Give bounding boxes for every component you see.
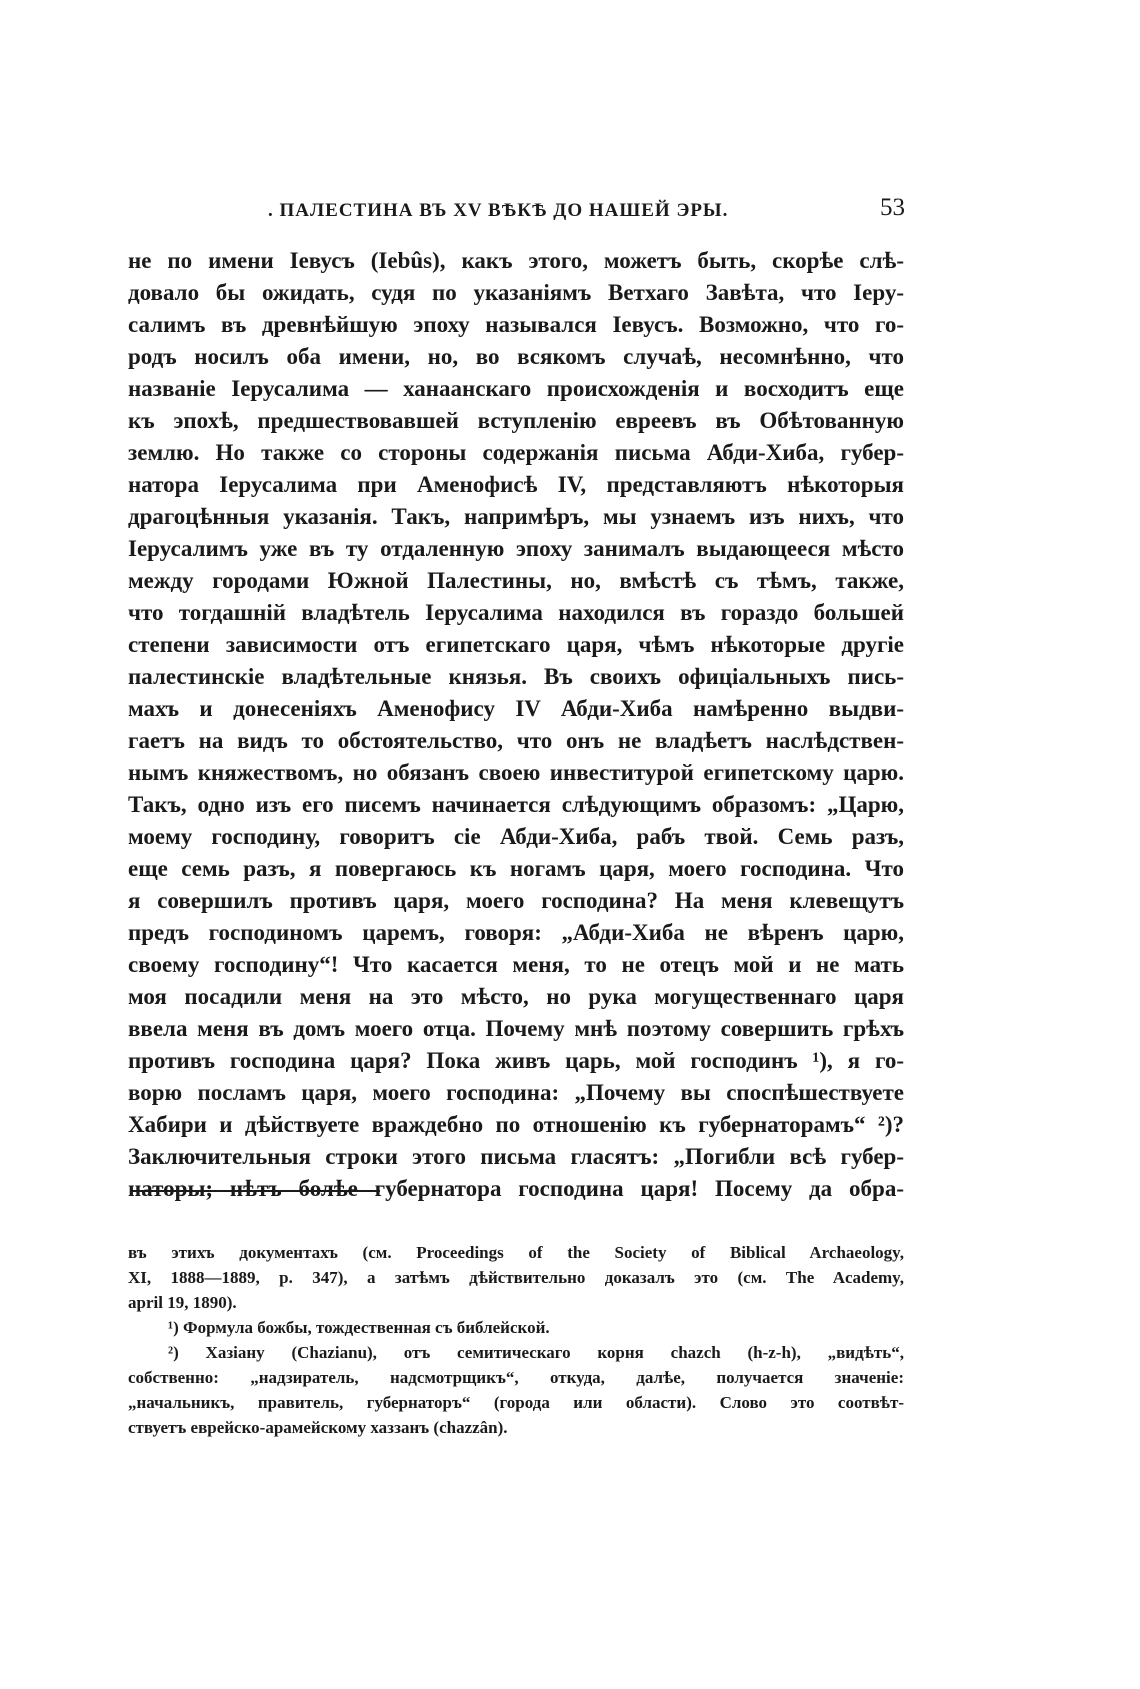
text-line: Іерусалимъ уже въ ту отдаленную эпоху занималъ выдающееся мѣсто: [128, 536, 904, 561]
footnote-2: ²) Хазіану (Chazianu), отъ семитическаго корня chazch (h-z-h), „видѣть“,: [168, 1343, 904, 1362]
text-line: Такъ, одно изъ его писемъ начинается слѣдующимъ образомъ: „Царю,: [128, 792, 904, 817]
text-line: Заключительныя строки этого письма гласятъ: „Погибли всѣ губер-: [128, 1144, 904, 1169]
text-line: натора Іерусалима при Аменофисѣ IV, представляютъ нѣкоторыя: [128, 472, 904, 497]
text-line: между городами Южной Палестины, но, вмѣстѣ съ тѣмъ, также,: [128, 568, 904, 593]
text-line: что тогдашній владѣтель Іерусалима находился въ гораздо большей: [128, 600, 904, 625]
text-line: ввела меня въ домъ моего отца. Почему мнѣ поэтому совершить грѣхъ: [128, 1016, 904, 1041]
text-line: палестинскіе владѣтельные князья. Въ своихъ офиціальныхъ пись-: [128, 664, 904, 689]
text-line: родъ носилъ оба имени, но, во всякомъ случаѣ, несомнѣнно, что: [128, 344, 904, 369]
main-text: [128, 245, 904, 1205]
text-line: не по имени Іевусъ (Iebûs), какъ этого, можетъ быть, скорѣе слѣ-: [128, 248, 904, 273]
text-line: гаетъ на видъ то обстоятельство, что онъ не владѣетъ наслѣдствен-: [128, 728, 904, 753]
text-line: еще семь разъ, я повергаюсь къ ногамъ царя, моего господина. Что: [128, 856, 904, 881]
text-line: землю. Но также со стороны содержанія письма Абди-Хиба, губер-: [128, 440, 904, 465]
text-line: названіе Іерусалима — ханаанскаго происхожденія и восходитъ еще: [128, 376, 904, 401]
text-line: салимъ въ древнѣйшую эпоху назывался Іевусъ. Возможно, что го-: [128, 312, 904, 337]
footnote-separator: [130, 1190, 380, 1192]
running-title: . ПАЛЕСТИНА ВЪ XV ВѢКѢ ДО НАШЕЙ ЭРЫ.: [268, 200, 729, 221]
text-line: степени зависимости отъ египетскаго царя, чѣмъ нѣкоторые другіе: [128, 632, 904, 657]
text-line: Хабири и дѣйствуете враждебно по отношенію къ губернаторамъ“ ²)?: [128, 1112, 904, 1137]
text-line: довало бы ожидать, судя по указаніямъ Ветхаго Завѣта, что Іеру-: [128, 280, 904, 305]
footnote-line: XI, 1888—1889, p. 347), а затѣмъ дѣйствительно доказалъ это (см. The Academy,: [128, 1268, 904, 1287]
text-line: наторы; нѣтъ болѣе губернатора господина царя! Посему да обра-: [128, 1176, 904, 1201]
footnote-line: ствуетъ еврейско-арамейскому хаззанъ (chazzân).: [128, 1418, 508, 1437]
footnote-1: ¹) Формула божбы, тождественная съ библейской.: [168, 1318, 550, 1337]
footnote-line: „начальникъ, правитель, губернаторъ“ (города или области). Слово это соотвѣт-: [128, 1393, 904, 1412]
footnote-line: собственно: „надзиратель, надсмотрщикъ“, откуда, далѣе, получается значеніе:: [128, 1368, 904, 1387]
footnote-line: april 19, 1890).: [128, 1293, 237, 1312]
text-line: нымъ княжествомъ, но обязанъ своею инвеститурой египетскому царю.: [128, 760, 904, 785]
text-line: махъ и донесеніяхъ Аменофису IV Абди-Хиба намѣренно выдви-: [128, 696, 904, 721]
text-line: ворю посламъ царя, моего господина: „Почему вы споспѣшествуете: [128, 1080, 904, 1105]
footnote-line: въ этихъ документахъ (см. Proceedings of the Society of Biblical Archaeology,: [128, 1243, 904, 1262]
text-line: драгоцѣнныя указанія. Такъ, напримѣръ, мы узнаемъ изъ нихъ, что: [128, 504, 904, 529]
text-line: моя посадили меня на это мѣсто, но рука могущественнаго царя: [128, 984, 904, 1009]
text-line: предъ господиномъ царемъ, говоря: „Абди-Хиба не вѣренъ царю,: [128, 920, 904, 945]
text-line: я совершилъ противъ царя, моего господина? На меня клевещутъ: [128, 888, 904, 913]
text-line: къ эпохѣ, предшествовавшей вступленію евреевъ въ Обѣтованную: [128, 408, 904, 433]
text-line: моему господину, говоритъ сіе Абди-Хиба, рабъ твой. Семь разъ,: [128, 824, 904, 849]
text-line: противъ господина царя? Пока живъ царь, мой господинъ ¹), я го-: [128, 1048, 904, 1073]
footnotes: [128, 1240, 904, 1440]
page-number: 53: [880, 194, 905, 221]
text-line: своему господину“! Что касается меня, то не отецъ мой и не мать: [128, 952, 904, 977]
